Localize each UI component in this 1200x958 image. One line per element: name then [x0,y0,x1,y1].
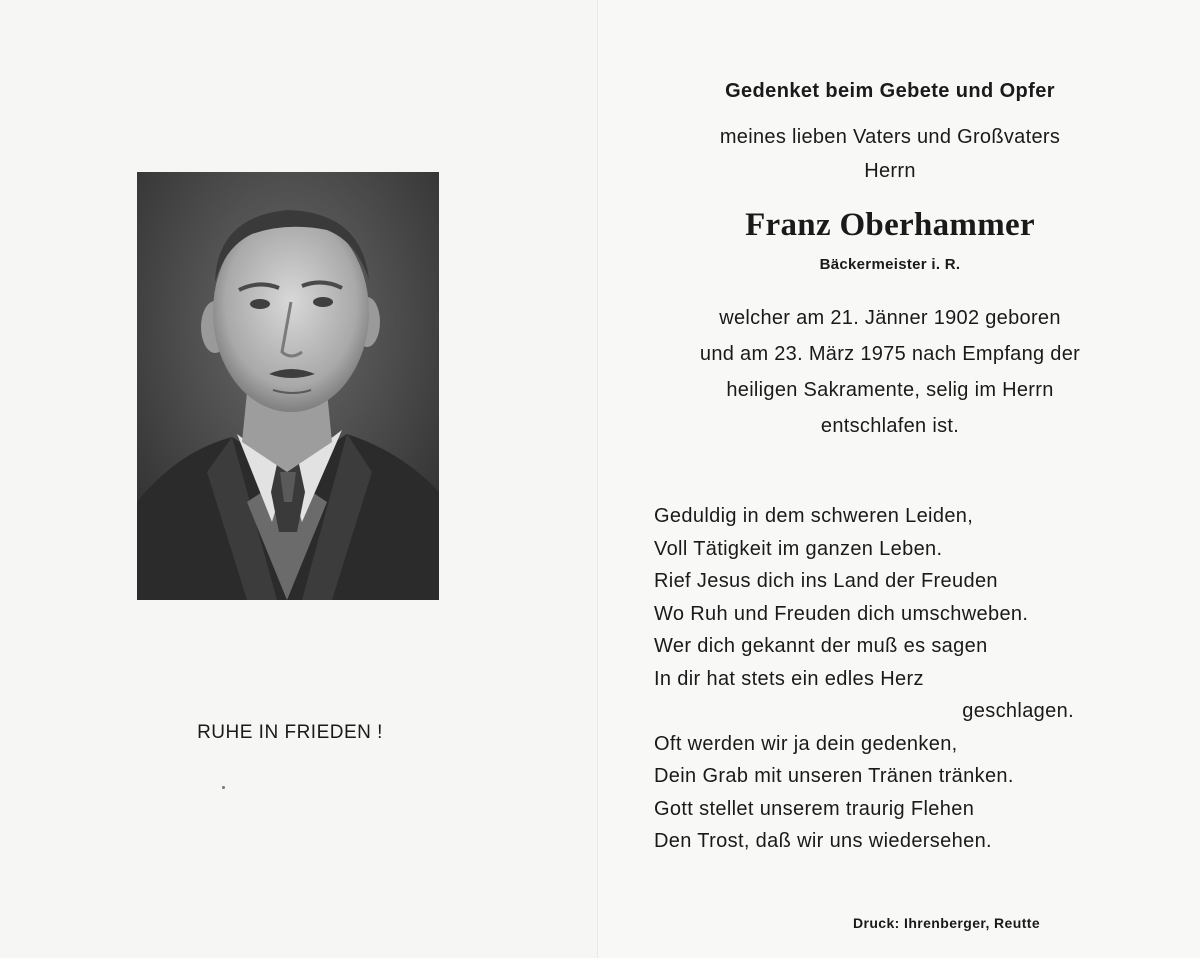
paper-speck [222,786,225,789]
poem-line: In dir hat stets ein edles Herz [654,667,924,690]
poem-line: Voll Tätigkeit im ganzen Leben. [654,537,943,560]
poem-line: Den Trost, daß wir uns wiedersehen. [654,830,992,852]
biography [640,300,1140,444]
poem-line: Oft werden wir ja dein gedenken, [654,732,958,755]
poem-line: geschlagen. [962,700,1074,722]
portrait-photo [137,172,439,600]
poem-line: Dein Grab mit unseren Tränen tränken. [654,765,1014,787]
deceased-name: Franz Oberhammer [745,207,1035,243]
bio-line: und am 23. März 1975 nach Empfang der [699,343,1081,365]
printer-credit: Druck: Ihrenberger, Reutte [853,915,1040,931]
poem-line: Gott stellet unserem traurig Flehen [654,797,975,820]
deceased-title: Bäckermeister i. R. [819,256,961,273]
heading: Gedenket beim Gebete und Opfer [725,80,1055,102]
intro-line: meines lieben Vaters und Großvaters [719,126,1061,148]
poem-line: Geduldig in dem schweren Leiden, [654,505,974,527]
rest-in-peace-text: RUHE IN FRIEDEN ! [197,722,383,743]
intro-line: Herrn [864,160,916,182]
left-panel [0,0,598,958]
poem-line: Wo Ruh und Freuden dich umschweben. [654,602,1029,625]
poem-line: Wer dich gekannt der muß es sagen [654,635,988,657]
bio-line: entschlafen ist. [820,415,960,437]
bio-line: welcher am 21. Jänner 1902 geboren [719,307,1061,329]
bio-line: heiligen Sakramente, selig im Herrn [726,379,1054,401]
poem [654,500,1094,858]
poem-line: Rief Jesus dich ins Land der Freuden [654,570,998,592]
